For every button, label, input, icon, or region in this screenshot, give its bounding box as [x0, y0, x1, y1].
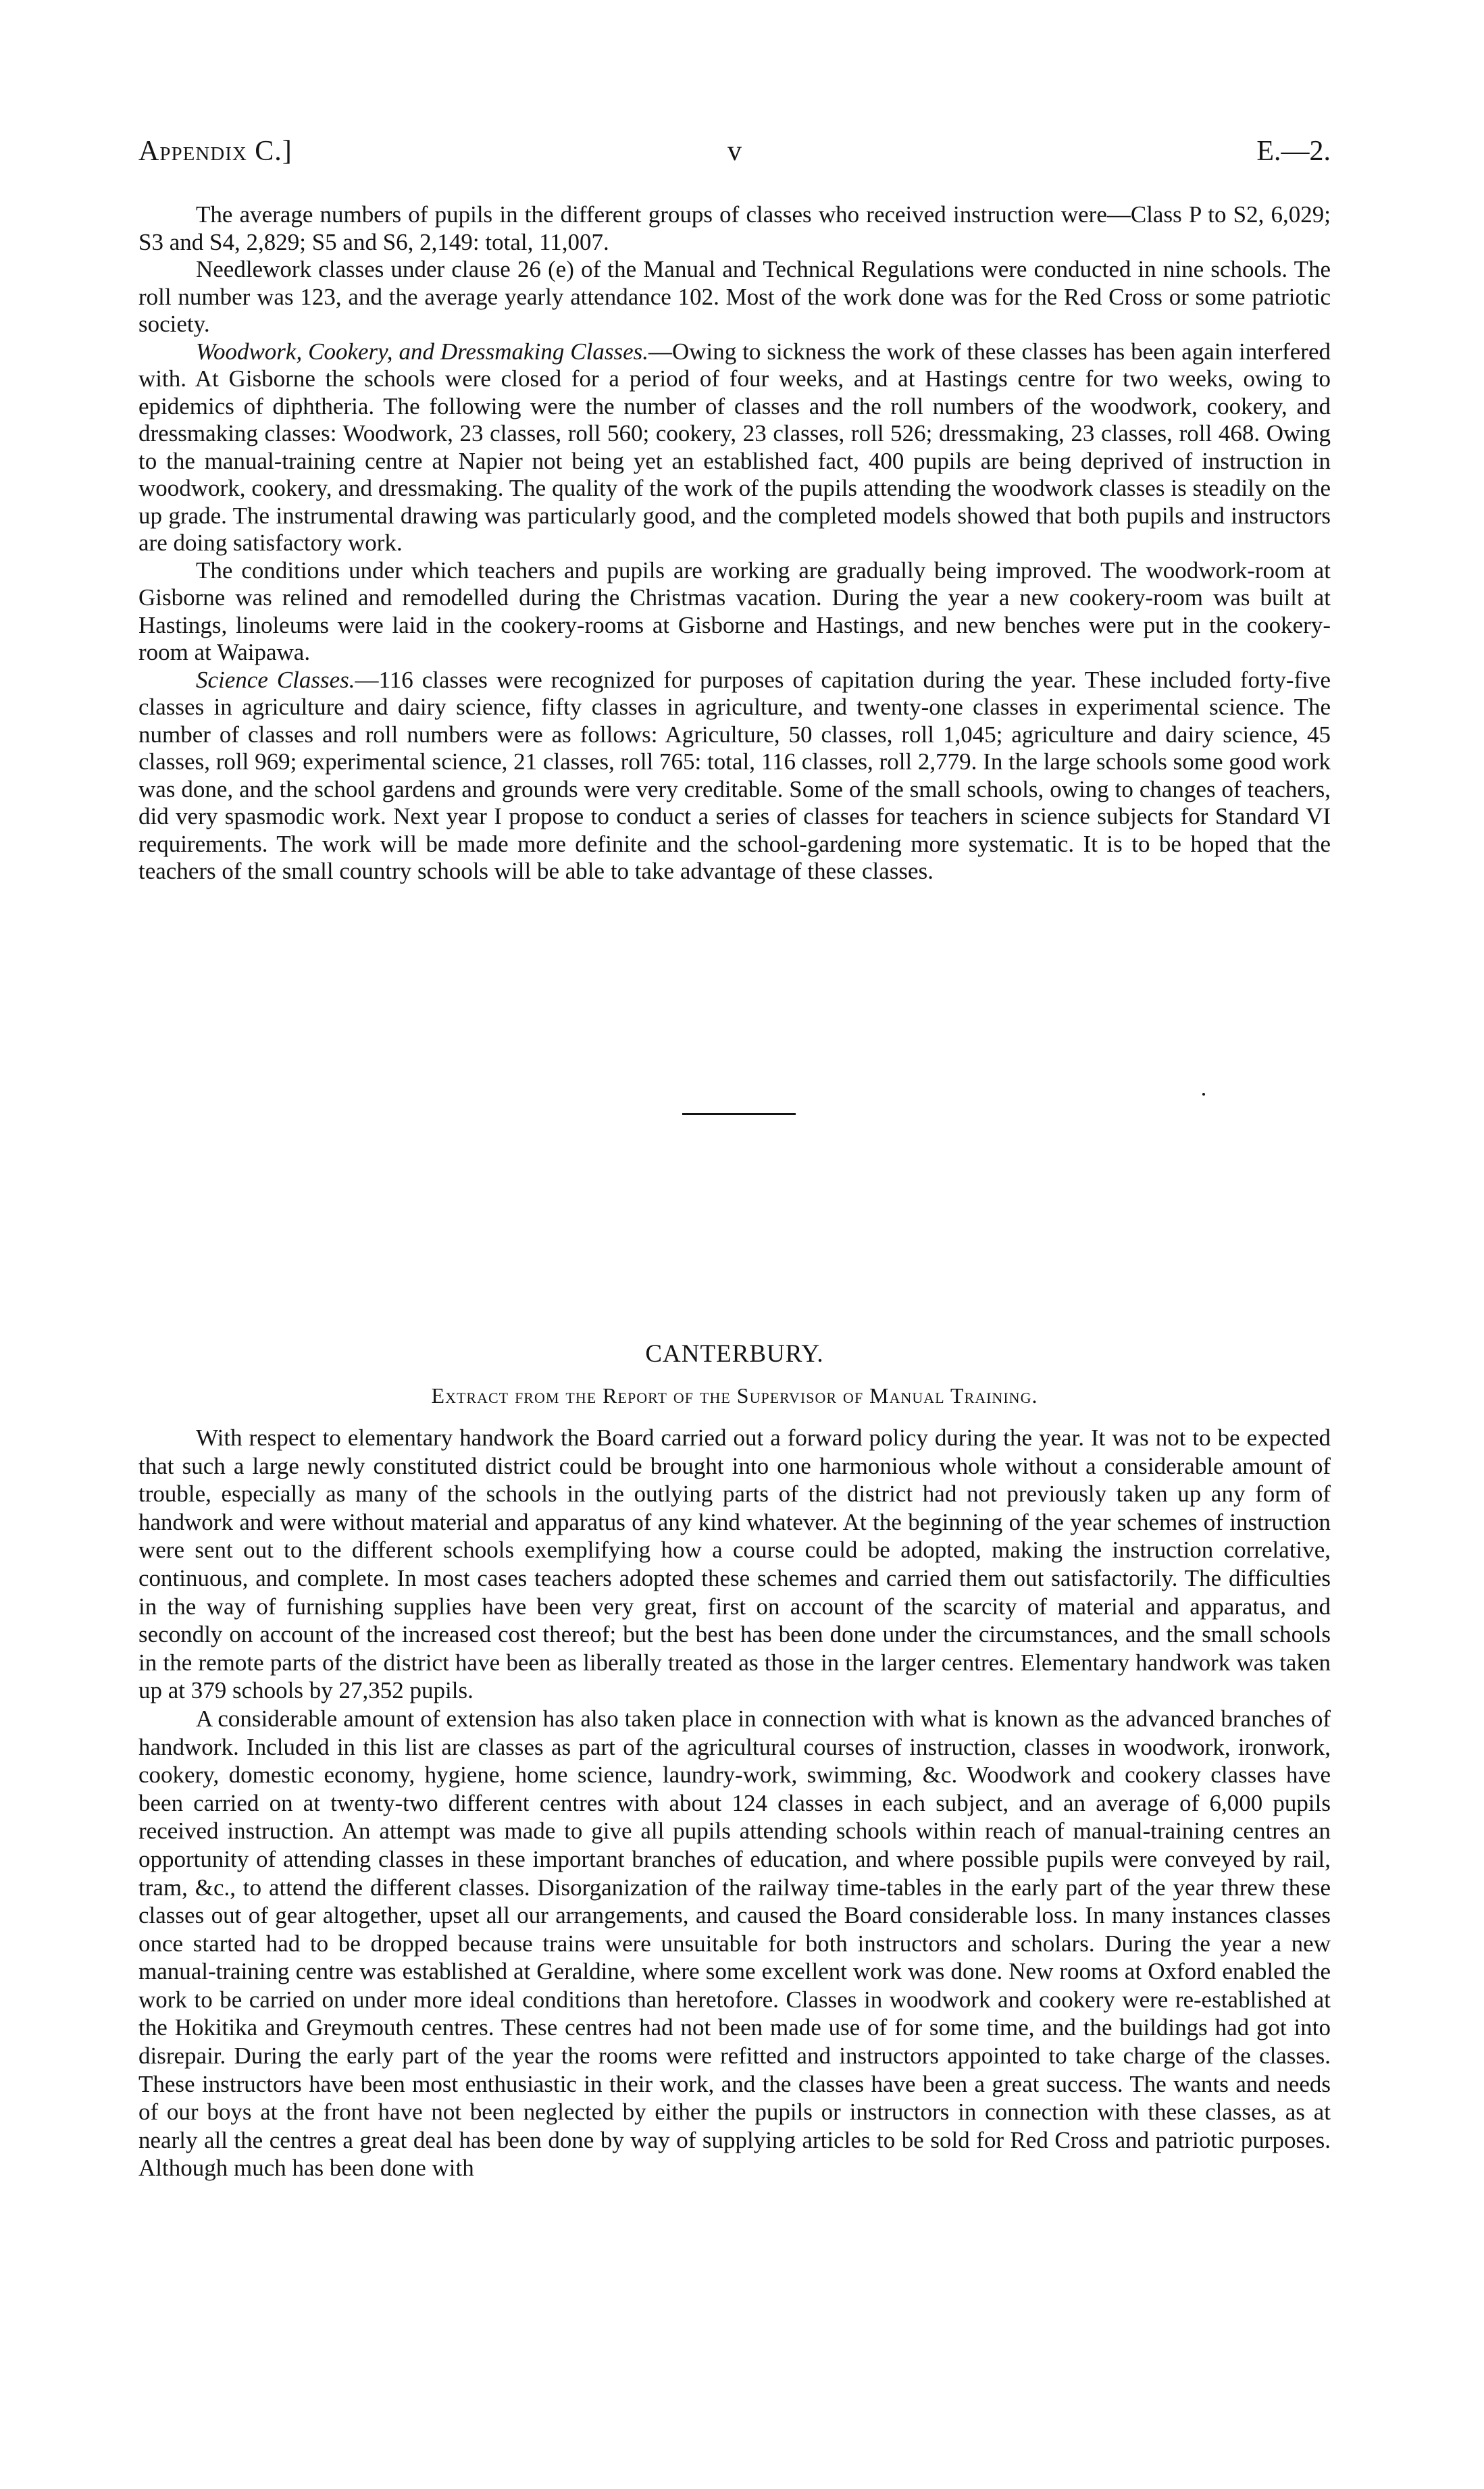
paragraph-advanced-handwork: A considerable amount of extension has also taken place in connection with what is known as the advanced branches of handwork. Included in this list are classes as part of the agricultural courses of instruction, classes in woodwork, ironwork, cookery, domestic economy, hygiene, home science, laundry-work, swimming, &c. Woodwork and cookery classes have been carried on at twenty-two different centres with about 124 classes in each subject, and an average of 6,000 pupils received instruction. An attempt was made to give all pupils attending schools within reach of manual-training centres an opportunity of attending classes in these important branches of education, and where possible pupils were conveyed by rail, tram, &c., to attend the different classes. Disorganization of the railway time-tables in the early part of the year threw these classes out of gear altogether, upset all our arrangements, and caused the Board considerable loss. In many instances classes once started had to be dropped because trains were unsuitable for both instructors and scholars. During the year a new manual-training centre was established at Geraldine, where some excellent work was done. New rooms at Oxford enabled the work to be carried on under more ideal conditions than heretofore. Classes in woodwork and cookery were re-established at the Hokitika and Greymouth centres. These centres had not been made use of for some time, and the buildings had got into disrepair. During the early part of the year the rooms were refitted and instructors appointed to take charge of the classes. These instructors have been most enthusiastic in their work, and the classes have been a great success. The wants and needs of our boys at the front have not been neglected by either the pupils or instructors in connection with these classes, as at nearly all the centres a great deal has been done by way of supplying articles to be sold for Red Cross and patriotic purposes. Although much has been done with	[138, 1705, 1331, 2182]
paragraph-lead-heading: Science Classes.	[196, 666, 355, 693]
paragraph-pupil-numbers: The average numbers of pupils in the different groups of classes who received instruction were—Class P to S2, 6,029; S3 and S4, 2,829; S5 and S6, 2,149: total, 11,007.	[138, 201, 1331, 255]
running-head	[138, 135, 1331, 176]
section-divider-rule	[682, 1113, 796, 1115]
section-subheading: Extract from the Report of the Supervisor of Manual Training.	[431, 1383, 1038, 1408]
section-heading: CANTERBURY.	[645, 1340, 824, 1368]
paragraph-elementary-handwork: With respect to elementary handwork the Board carried out a forward policy during the year. It was not to be expected that such a large newly constituted district could be brought into one harmonious whole without a considerable amount of trouble, especially as many of the schools in the outlying parts of the district had not previously taken up any form of handwork and were without material and apparatus of any kind whatever. At the beginning of the year schemes of instruction were sent out to the different schools exemplifying how a course could be adopted, making the instruction correlative, continuous, and complete. In most cases teachers adopted these schemes and carried them out satisfactorily. The difficulties in the way of furnishing supplies have been very great, first on account of the scarcity of material and apparatus, and secondly on account of the increased cost thereof; but the best has been done under the circumstances, and the small schools in the remote parts of the district have been as liberally treated as those in the larger centres. Elementary handwork was taken up at 379 schools by 27,352 pupils.	[138, 1425, 1331, 1704]
header-page-number: v	[727, 136, 742, 167]
paragraph-needlework: Needlework classes under clause 26 (e) of the Manual and Technical Regulations were conducted in nine schools. The roll number was 123, and the average yearly attendance 102. Most of the work done was for the Red Cross or some patriotic society.	[138, 256, 1331, 337]
canterbury-report	[138, 1424, 1331, 2182]
paragraph-conditions: The conditions under which teachers and pupils are working are gradually being improved. The woodwork-room at Gisborne was relined and remodelled during the Christmas vacation. During the year a new cookery-room was built at Hastings, linoleums were laid in the cookery-rooms at Gisborne and Hastings, and new benches were put in the cookery-room at Waipawa.	[138, 557, 1331, 665]
paragraph-woodwork-cookery: Woodwork, Cookery, and Dressmaking Classes.—Owing to sickness the work of these classes has been again interfered with. At Gisborne the schools were closed for a period of four weeks, and at Hastings centre for two weeks, owing to epidemics of diphtheria. The following were the number of classes and the roll numbers of the woodwork, cookery, and dressmaking classes: Woodwork, 23 classes, roll 560; cookery, 23 classes, roll 526; dressmaking, 23 classes, roll 468. Owing to the manual-training centre at Napier not being yet an established fact, 400 pupils are being deprived of instruction in woodwork, cookery, and dressmaking. The quality of the work of the pupils attending the woodwork classes is steadily on the up grade. The instrumental drawing was particularly good, and the completed models showed that both pupils and instructors are doing satisfactory work.	[138, 338, 1331, 556]
header-appendix-label: Appendix C.]	[138, 136, 292, 167]
paragraph-lead-heading: Woodwork, Cookery, and Dressmaking Classes.	[196, 338, 648, 365]
paragraph-science-classes: Science Classes.—116 classes were recognized for purposes of capitation during the year. These included forty-five classes in agriculture and dairy science, fifty classes in agriculture, and twenty-one classes in experimental science. The number of classes and roll numbers were as follows: Agriculture, 50 classes, roll 1,045; agriculture and dairy science, 45 classes, roll 969; experimental science, 21 classes, roll 765: total, 116 classes, roll 2,779. In the large schools some good work was done, and the school gardens and grounds were very creditable. Some of the small schools, owing to changes of teachers, did very spasmodic work. Next year I propose to conduct a series of classes for teachers in science subjects for Standard VI requirements. The work will be made more definite and the school-gardening more systematic. It is to be hoped that the teachers of the small country schools will be able to take advantage of these classes.	[138, 666, 1331, 884]
header-document-code: E.—2.	[1256, 136, 1331, 167]
print-speck	[1202, 1093, 1205, 1096]
hawkes-bay-report-continued	[138, 201, 1331, 886]
